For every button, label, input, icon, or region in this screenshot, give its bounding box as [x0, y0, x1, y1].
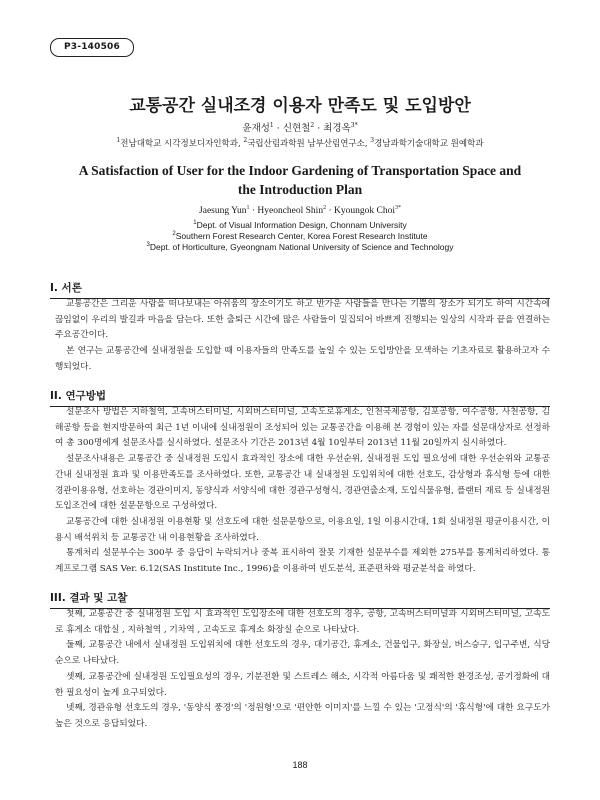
section-heading-results: III. 결과 및 고찰 — [50, 590, 550, 609]
affil-text: 국립산림과학원 남부산림연구소, — [247, 139, 368, 149]
section-heading-methods: II. 연구방법 — [50, 388, 550, 407]
author-name: 최경옥 — [323, 123, 351, 134]
section-body-results — [55, 607, 550, 733]
author-sup: 2 — [310, 121, 315, 129]
affil-text: Dept. of Visual Information Design, Chonnam University — [196, 220, 407, 230]
korean-authors — [0, 120, 600, 134]
affiliation-line — [0, 220, 600, 231]
paragraph: 넷째, 경관유형 선호도의 경우, '동양식 풍경'의 '정원형'으로 '편안한 이미지'를 느낄 수 있는 '고정식'의 '휴식형'에 대한 요구도가 높은 것으로 응답되었다. — [55, 703, 550, 729]
author-separator: · — [326, 206, 334, 216]
english-authors — [0, 206, 600, 216]
author-name: Hyeoncheol Shin — [257, 206, 324, 216]
paper-id-badge: P3-140506 — [50, 38, 134, 57]
paragraph: 셋째, 교통공간에 실내정원 도입필요성의 경우, 기분전환 및 스트레스 해소, 시각적 아름다움 및 쾌적한 환경조성, 공기정화에 대한 필요성이 높게 요구되었다. — [55, 671, 550, 698]
author-sup: 1 — [269, 121, 274, 129]
affil-text: 전남대학교 시각정보디자인학과, — [120, 139, 241, 149]
paragraph: 첫째, 교통공간 중 실내정원 도입 시 효과적인 도입장소에 대한 선호도의 경우, 공항, 고속버스터미널과 시외버스터미널, 고속도로 휴게소 대합실 , 지하철역 , 기차역 , 고속도로 휴게소 화장실 순으로 나타났다. — [55, 609, 550, 635]
affil-sup: 3 — [146, 242, 150, 249]
paragraph: 통계처리 설문부수는 300부 중 응답이 누락되거나 중복 표시하여 잘못 기재한 설문부수를 제외한 275부를 통계처리하였다. 통계프로그램 SAS Ver. 6.12(SAS Institute Inc., 1996)을 이용하여 빈도분석, 표준편차와 평균분석을 하였다. — [55, 548, 550, 575]
author-separator: · — [249, 206, 258, 216]
author-separator: · — [273, 123, 283, 134]
affiliation-line — [0, 231, 600, 242]
author-name: 신현철 — [282, 123, 311, 134]
korean-affiliations — [0, 137, 600, 149]
korean-title: 교통공간 실내조경 이용자 만족도 및 도입방안 — [129, 96, 471, 116]
author-separator: · — [314, 123, 324, 134]
affil-sup: 1 — [193, 220, 197, 227]
author-sup: 1 — [246, 204, 250, 211]
section-heading-introduction: I. 서론 — [50, 280, 550, 299]
affil-sup: 1 — [116, 137, 121, 145]
author-name: Kyoungok Choi — [334, 206, 395, 216]
page-number: 188 — [292, 760, 308, 770]
author-sup: 2 — [323, 204, 327, 211]
paragraph: 교통공간은 그리운 사람을 떠나보내는 아쉬움의 장소이기도 하고 반가운 사람들을 만나는 기쁨의 장소가 되기도 하여 시간속에 끊임없이 우리의 발길과 마음을 담는다. 또한 출퇴근 시간에 많은 사람들이 밀집되어 바쁘게 진행되는 일상의 시작과 끝을 연결하는 주요공간이다. — [55, 299, 550, 341]
english-title: A Satisfaction of User for the Indoor Gardening of Transportation Space and the Introduction Plan — [78, 163, 522, 197]
paragraph: 본 연구는 교통공간에 실내정원을 도입할 때 이용자들의 만족도를 높일 수 있는 도입방안을 모색하는 기초자료로 활용하고자 수행되었다. — [55, 346, 550, 372]
paragraph: 설문조사내용은 교통공간 중 실내정원 도입시 효과적인 장소에 대한 우선순위, 실내정원 도입 필요성에 대한 우선순위와 교통공간내 실내정원 효과 및 이용만족도를 조사하였다. 또한, 교통공간 내 실내정원 도입위치에 대한 선호도, 감상형과 휴식형 등에 대한 경관이용유형, 선호하는 경관이미지, 동양식과 서양식에 대한 경관구성형식, 경관연출소재, 도입식물유형, 플랜터 재료 등 실내정원 도입조건에 대한 설문문항으로 구성하였다. — [55, 454, 550, 512]
affil-sup: 3 — [370, 137, 375, 145]
paragraph: 설문조사 방법은 지하철역, 고속버스터미널, 시외버스터미널, 고속도로휴게소, 인천국제공항, 김포공항, 여수공항, 사천공항, 김해공항 등을 현지방문하여 최근 1년 이내에 실내정원이 조성되어 있는 교통공간을 이용해 본 경험이 있는 자를 설문대상자로 선정하여 총 300명에게 설문조사를 실시하였다. 설문조사 기간은 2013년 4월 10일부터 2013년 11월 20일까지 실시하였다. — [55, 407, 550, 449]
affil-sup: 2 — [172, 231, 176, 238]
affil-text: 경남과학기술대학교 원예학과 — [374, 139, 484, 149]
author-name: Jaesung Yun — [199, 206, 247, 216]
affil-text: Dept. of Horticulture, Gyeongnam National University of Science and Technology — [149, 242, 454, 252]
author-sup: 3* — [394, 204, 401, 211]
section-body-introduction — [55, 297, 550, 376]
paragraph: 둘째, 교통공간 내에서 실내정원 도입위치에 대한 선호도의 경우, 대기공간, 휴게소, 건물입구, 화장실, 버스승구, 입구주변, 식당 순으로 나타났다. — [55, 640, 550, 667]
section-body-methods — [55, 405, 550, 578]
affil-text: Southern Forest Research Center, Korea Forest Research Institute — [175, 231, 428, 241]
english-affiliations — [0, 220, 600, 253]
affil-sup: 2 — [243, 137, 248, 145]
affiliation-line — [0, 242, 600, 253]
paragraph: 교통공간에 대한 실내정원 이용현황 및 선호도에 대한 설문문항으로, 이용요일, 1일 이용시간대, 1회 실내정원 평균이용시간, 이용시 배석위치 등 교통공간 내 이용현황을 조사하였다. — [55, 516, 550, 543]
author-name: 윤재성 — [242, 123, 270, 134]
author-sup: 3* — [350, 121, 358, 129]
